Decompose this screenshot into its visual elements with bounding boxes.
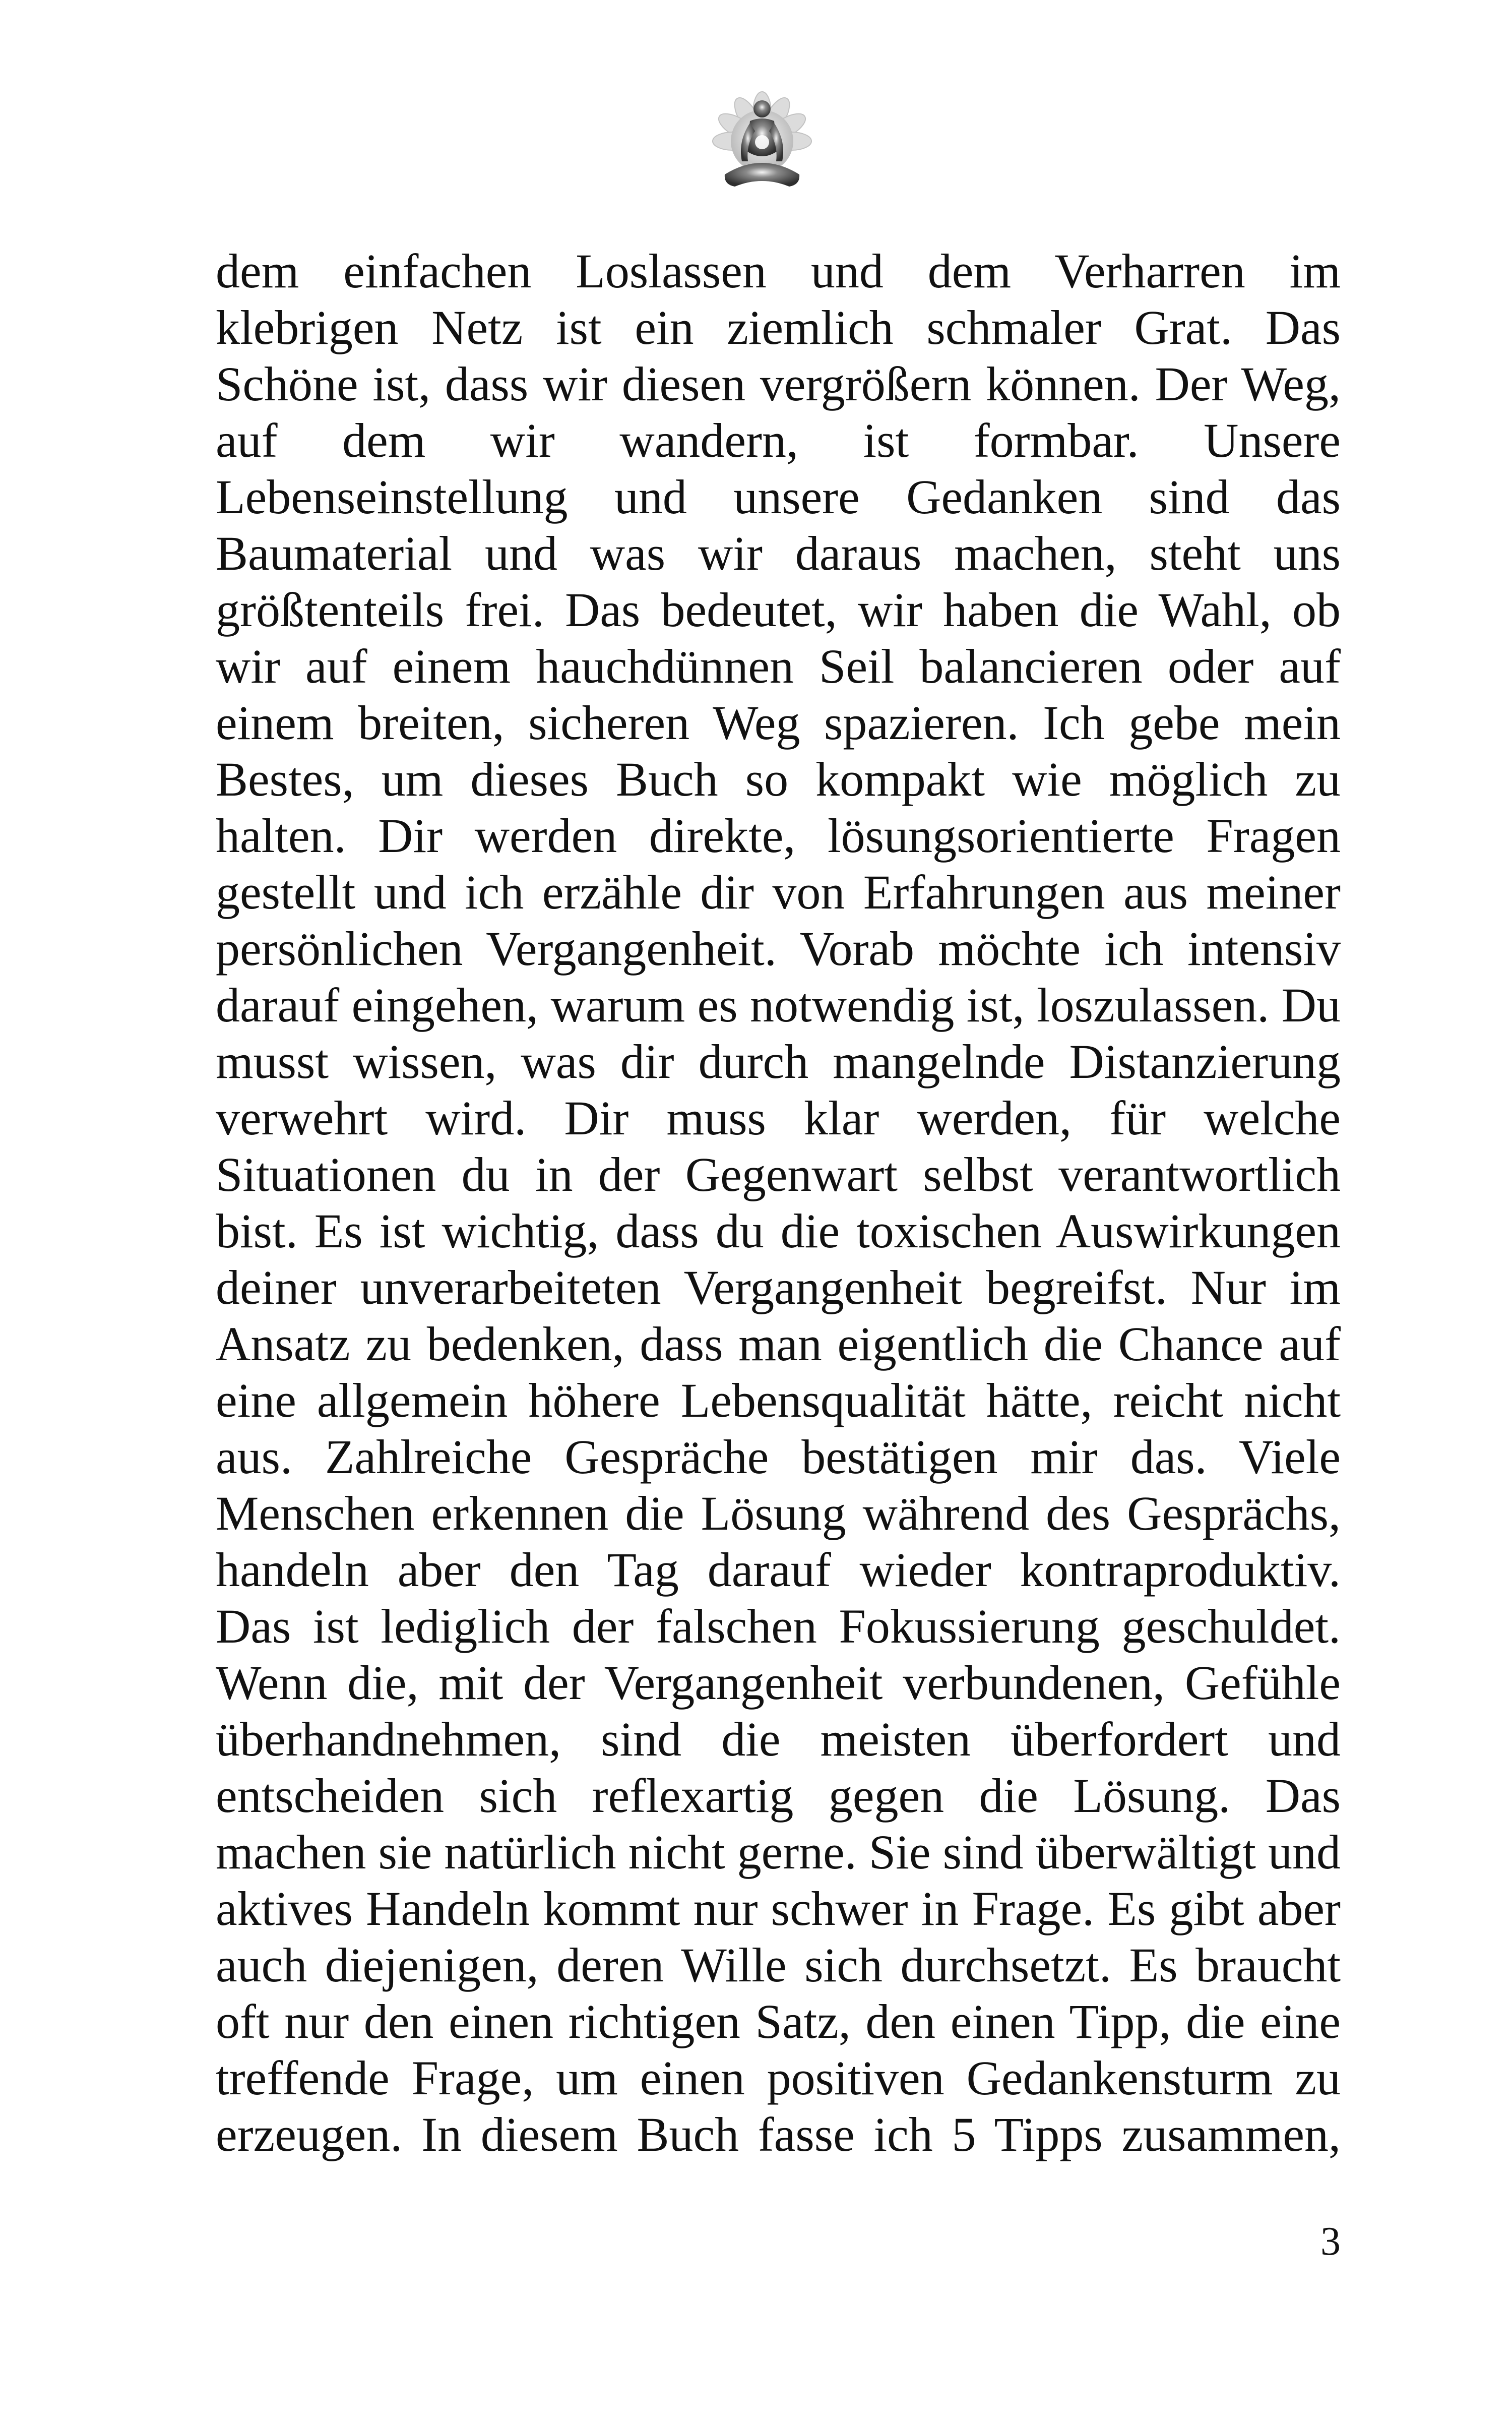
text-line: Ansatz zu bedenken, dass man eigentlich die Chance auf — [216, 1317, 1341, 1371]
text-line: halten. Dir werden direkte, lösungsorientierte Fragen — [216, 809, 1341, 863]
text-line: persönlichen Vergangenheit. Vorab möchte ich intensiv — [216, 922, 1341, 976]
text-line: aktives Handeln kommt nur schwer in Frage. Es gibt aber — [216, 1882, 1341, 1935]
text-line: einem breiten, sicheren Weg spazieren. Ich gebe mein — [216, 696, 1341, 750]
text-line: entscheiden sich reflexartig gegen die Lösung. Das — [216, 1769, 1341, 1823]
text-line: dem einfachen Loslassen und dem Verharren im — [216, 244, 1341, 298]
text-line: darauf eingehen, warum es notwendig ist, loszulassen. Du — [216, 978, 1341, 1032]
text-line: Menschen erkennen die Lösung während des Gesprächs, — [216, 1486, 1341, 1540]
text-line: erzeugen. In diesem Buch fasse ich 5 Tipps zusammen, — [216, 2107, 1341, 2161]
text-line: gestellt und ich erzähle dir von Erfahrungen aus meiner — [216, 865, 1341, 919]
text-line: bist. Es ist wichtig, dass du die toxischen Auswirkungen — [216, 1204, 1341, 1258]
text-line: musst wissen, was dir durch mangelnde Distanzierung — [216, 1035, 1341, 1088]
text-line: Baumaterial und was wir daraus machen, steht uns — [216, 526, 1341, 580]
text-line: machen sie natürlich nicht gerne. Sie sind überwältigt und — [216, 1825, 1341, 1879]
text-line: größtenteils frei. Das bedeutet, wir haben die Wahl, ob — [216, 583, 1341, 637]
text-line: Lebenseinstellung und unsere Gedanken sind das — [216, 470, 1341, 524]
text-line: Wenn die, mit der Vergangenheit verbundenen, Gefühle — [216, 1656, 1341, 1710]
text-line: aus. Zahlreiche Gespräche bestätigen mir das. Viele — [216, 1430, 1341, 1484]
body-paragraph — [216, 243, 1341, 2163]
page-number: 3 — [1320, 2219, 1341, 2264]
text-line: klebrigen Netz ist ein ziemlich schmaler Grat. Das — [216, 300, 1341, 354]
text-line: Bestes, um dieses Buch so kompakt wie möglich zu — [216, 752, 1341, 806]
text-line: Situationen du in der Gegenwart selbst verantwortlich — [216, 1147, 1341, 1201]
text-line: handeln aber den Tag darauf wieder kontraproduktiv. — [216, 1543, 1341, 1597]
text-line: deiner unverarbeiteten Vergangenheit begreifst. Nur im — [216, 1260, 1341, 1314]
text-line: treffende Frage, um einen positiven Gedankensturm zu — [216, 2051, 1341, 2105]
text-line: auch diejenigen, deren Wille sich durchsetzt. Es braucht — [216, 1938, 1341, 1992]
text-line: wir auf einem hauchdünnen Seil balancieren oder auf — [216, 639, 1341, 693]
meditation-figure-icon — [705, 86, 820, 207]
text-line: überhandnehmen, sind die meisten überfordert und — [216, 1712, 1341, 1766]
text-line: Das ist lediglich der falschen Fokussierung geschuldet. — [216, 1599, 1341, 1653]
text-line: verwehrt wird. Dir muss klar werden, für welche — [216, 1091, 1341, 1145]
text-line: auf dem wir wandern, ist formbar. Unsere — [216, 413, 1341, 467]
text-line: Schöne ist, dass wir diesen vergrößern können. Der Weg, — [216, 357, 1341, 411]
text-line: eine allgemein höhere Lebensqualität hätte, reicht nicht — [216, 1373, 1341, 1427]
text-line: oft nur den einen richtigen Satz, den einen Tipp, die eine — [216, 1994, 1341, 2048]
